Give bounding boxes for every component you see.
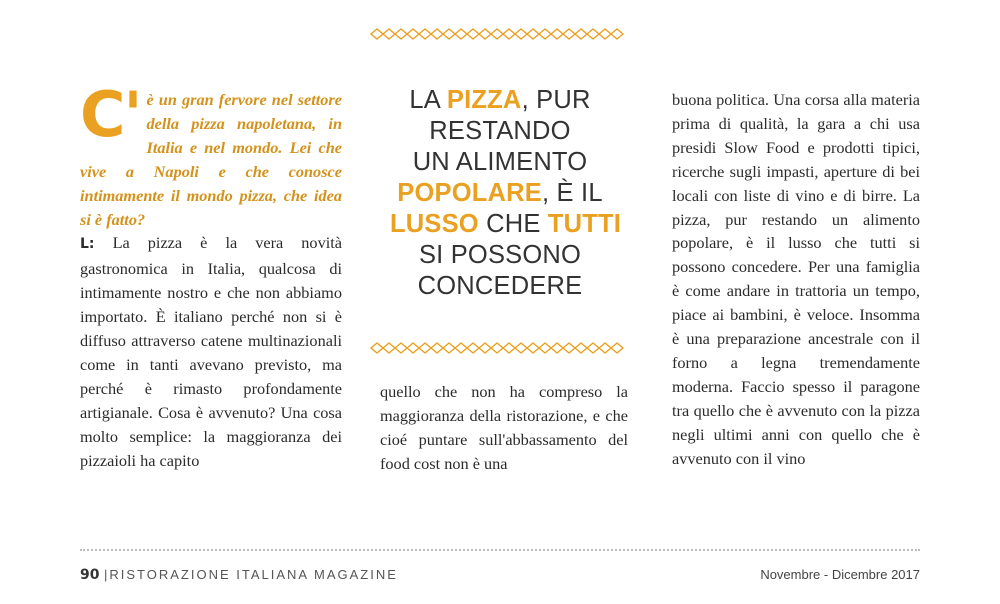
interview-question (80, 78, 342, 231)
chain-ornament-icon (370, 27, 630, 41)
interview-answer (80, 231, 342, 472)
quote-line-3: UN ALIMENTO (412, 148, 588, 176)
left-column (80, 78, 342, 473)
quote-line-7: CONCEDERE (417, 272, 583, 300)
right-text: buona politica. Una corsa alla materia prima di qualità, la gara a chi usa presidi Slow Food e prodotti tipici, ricerche sugli impasti, aperture di bei locali con liste di vino e di birre. La pizza, pur restando un alimento popolare, è il lusso che tutti si possono concedere. Per una famiglia è come andare in trattoria un tempo, piace ai bambini, è veloce. Insomma è una preparazione ancestrale con il forno a legna tremendamente moderna. Faccio spesso il paragone tra quello che è avvenuto con la pizza negli ultimi anni con quello che è avvenuto con il vino (672, 90, 920, 468)
issue-date: Novembre - Dicembre 2017 (760, 567, 920, 582)
decorative-chain-top (370, 27, 630, 41)
quote-line-4: POPOLARE, È IL (397, 179, 603, 207)
quote-line-6: SI POSSONO (418, 241, 582, 269)
quote-highlight-pizza: PIZZA (446, 86, 522, 114)
quote-line-2: RESTANDO (429, 117, 571, 145)
footer-divider (80, 549, 920, 551)
quote-highlight-popolare: POPOLARE (397, 179, 542, 207)
quote-highlight-tutti: TUTTI (547, 210, 622, 238)
quote-line-1: LA PIZZA, PUR (409, 86, 591, 114)
drop-cap: C' (80, 78, 141, 151)
quote-line-5: LUSSO CHE TUTTI (390, 210, 622, 238)
pull-quote (390, 85, 622, 302)
question-text: è un gran fervore nel settore della pizza napoletana, in Italia e nel mondo. Lei che vive a Napoli e che conosce intimamente il mondo pizza, che idea si è fatto? (80, 90, 342, 229)
middle-column (380, 380, 628, 476)
decorative-chain-middle (370, 341, 630, 355)
right-column (672, 88, 920, 471)
chain-ornament-icon (370, 341, 630, 355)
answer-text: La pizza è la vera novità gastronomica in Italia, qualcosa di intimamente nostro e che non abbiamo importato. È italiano perché non si è diffuso attraverso catene multinazionali come in tanti avevano previsto, ma perché è rimasto profondamente artigianale. Cosa è avvenuto? Una cosa molto semplice: la maggioranza dei pizzaioli ha capito (80, 233, 342, 470)
page-number: 90 (80, 567, 100, 583)
magazine-name: |RISTORAZIONE ITALIANA MAGAZINE (104, 567, 398, 582)
answer-lead: L: (80, 236, 95, 253)
middle-text: quello che non ha compreso la maggioranza della ristorazione, e che cioé puntare sull'abbassamento del food cost non è una (380, 382, 628, 473)
quote-highlight-lusso: LUSSO (390, 210, 479, 238)
